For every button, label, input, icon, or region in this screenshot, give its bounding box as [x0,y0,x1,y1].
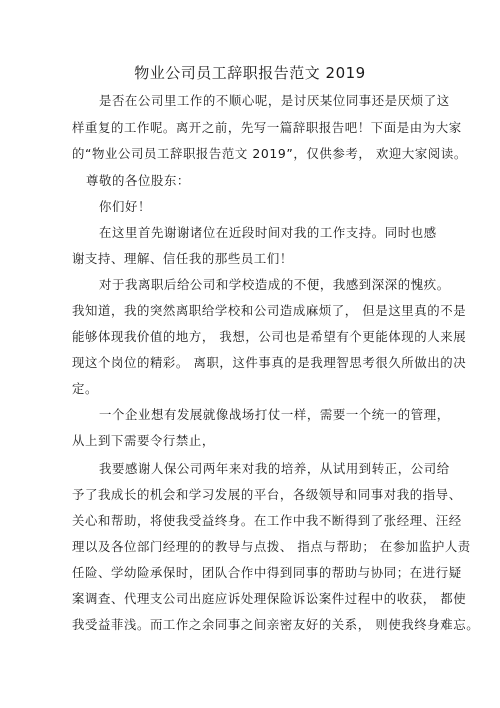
body-text-line: 在这里首先谢谢诸位在近段时间对我的工作支持。同时也感 [99,225,437,240]
body-text-line: 理以及各位部门经理的的教导与点拨、 指点与帮助； 在参加监护人责 [72,539,471,554]
body-text-line: 的“物业公司员工辞职报告范文 2019”，仅供参考， 欢迎大家阅读。 [72,146,467,161]
body-text-line: 我知道，我的突然离职给学校和公司造成麻烦了， 但是这里真的不是 [72,303,467,318]
body-text-line: 任险、学幼险承保时，团队合作中得到同事的帮助与协同；在进行疑 [72,565,462,580]
greeting: 你们好！ [99,199,151,214]
body-text-line: 案调查、代理支公司出庭应诉处理保险诉讼案件过程中的收获， 都使 [72,591,467,606]
body-text-line: 从上到下需要令行禁止， [72,433,215,448]
body-text-line: 我受益菲浅。而工作之余同事之间亲密友好的关系， 则使我终身难忘。 [72,617,480,632]
body-text-line: 样重复的工作呢。离开之前，先写一篇辞职报告吧！下面是由为大家 [72,120,462,135]
body-text-line: 定。 [72,381,98,396]
body-text-line: 谢支持、理解、信任我的那些员工们！ [72,251,293,266]
body-text-line: 现这个岗位的精彩。 离职，这件事真的是我理智思考很久所做出的决 [72,355,467,370]
body-text-line: 关心和帮助，将使我受益终身。在工作中我不断得到了张经理、汪经 [72,513,462,528]
body-text-line: 是否在公司里工作的不顺心呢，是讨厌某位同事还是厌烦了这 [99,93,450,108]
body-text-line: 能够体现我价值的地方， 我想，公司也是希望有个更能体现的人来展 [72,329,467,344]
body-text-line: 我要感谢人保公司两年来对我的培养，从试用到转正，公司给 [99,461,450,476]
body-text-line: 予了我成长的机会和学习发展的平台，各级领导和同事对我的指导、 [72,487,462,502]
salutation: 尊敬的各位股东： [86,173,190,188]
body-text-line: 一个企业想有发展就像战场打仗一样，需要一个统一的管理， [99,407,450,422]
document-title: 物业公司员工辞职报告范文 2019 [134,64,366,82]
body-text-line: 对于我离职后给公司和学校造成的不便，我感到深深的愧疚。 [99,277,450,292]
